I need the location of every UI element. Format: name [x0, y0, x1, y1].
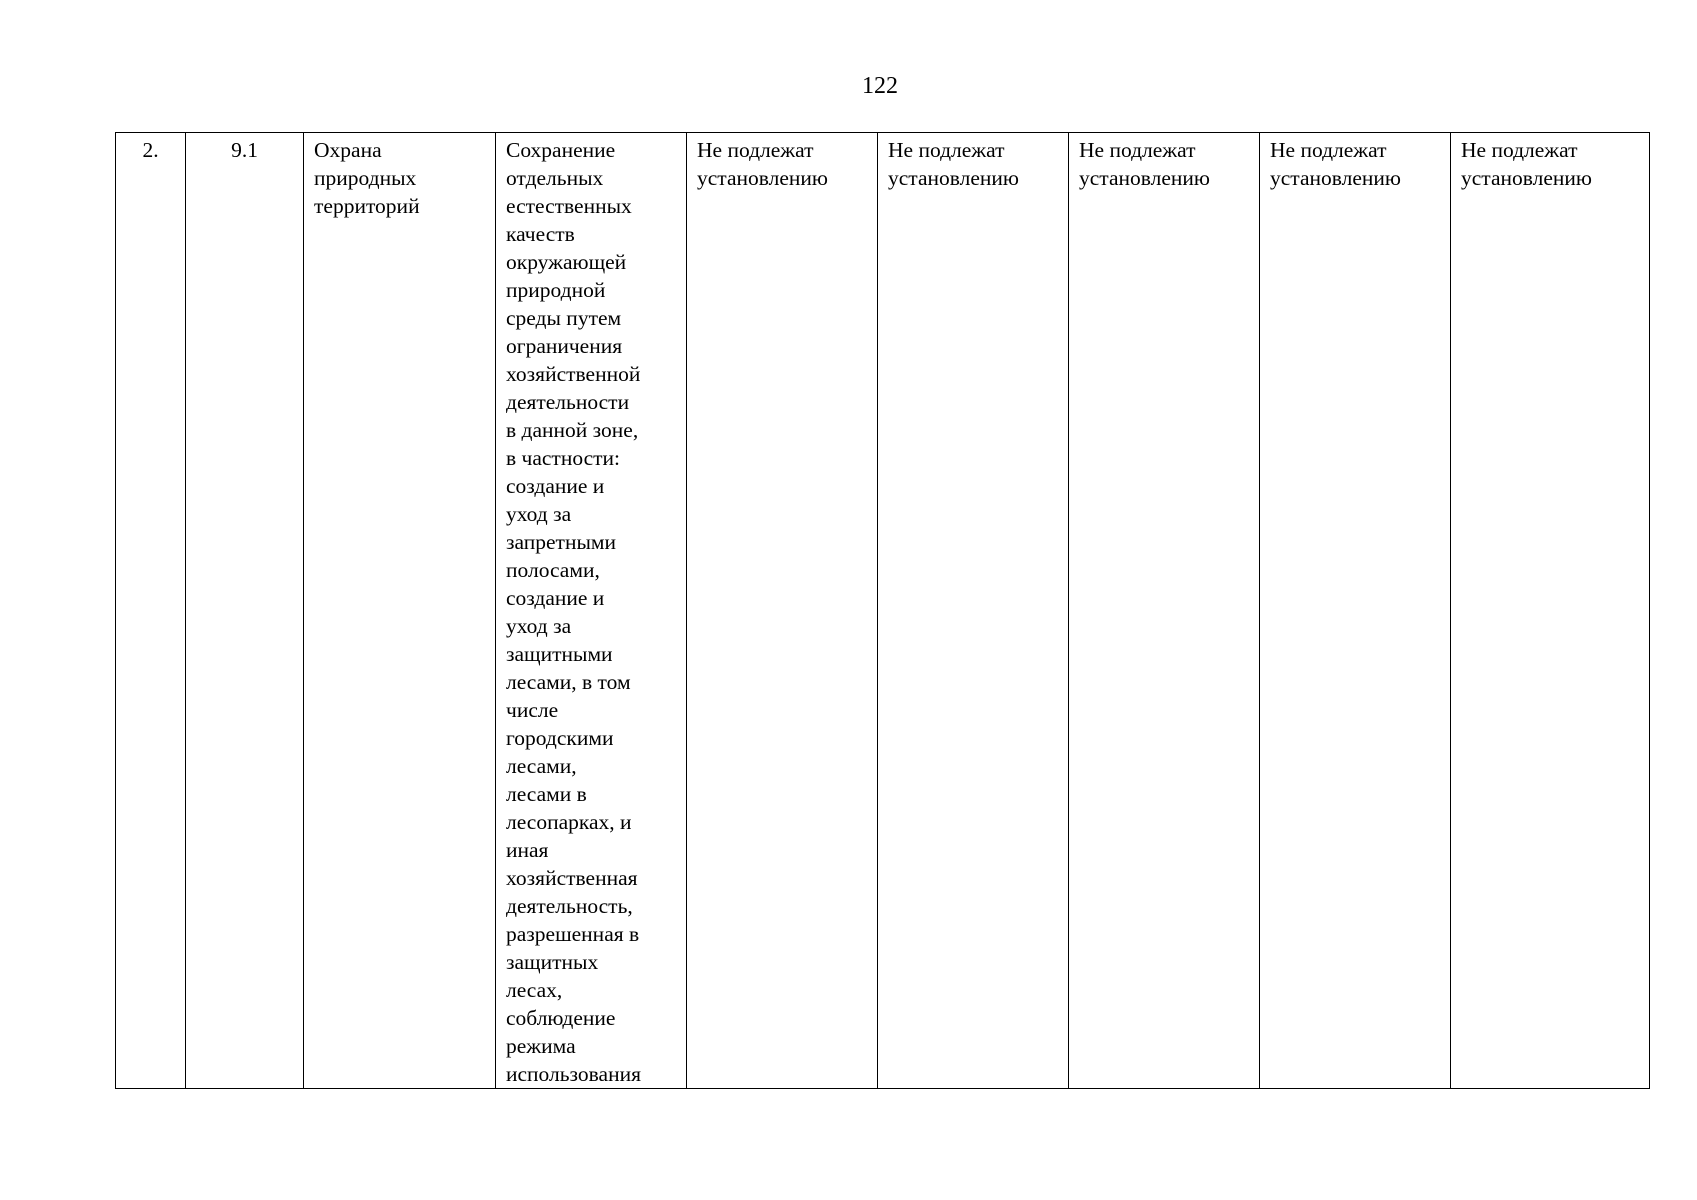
use-name-line: природных [314, 166, 417, 190]
parameter-line: установлению [697, 166, 828, 190]
description-line: защитных [506, 950, 599, 974]
description-line: в частности: [506, 446, 621, 470]
description-line: запретными [506, 530, 617, 554]
description-line: ограничения [506, 334, 623, 358]
parameter-cell [687, 133, 878, 1089]
zoning-table [115, 132, 1650, 1089]
description-line: лесами в [506, 782, 587, 806]
description-line: лесопарках, и [506, 810, 632, 834]
description-line: разрешенная в [506, 922, 640, 946]
parameter-line: установлению [1079, 166, 1210, 190]
description-line: числе [506, 698, 559, 722]
description-line: лесами, [506, 754, 577, 778]
parameter-line: Не подлежат [697, 138, 814, 162]
parameter-line: Не подлежат [888, 138, 1005, 162]
description-line: иная [506, 838, 549, 862]
use-description-cell [496, 133, 687, 1089]
description-line: использования [506, 1062, 641, 1086]
parameter-line: Не подлежат [1079, 138, 1196, 162]
description-line: деятельность, [506, 894, 633, 918]
parameter-cell [1069, 133, 1260, 1089]
description-line: в данной зоне, [506, 418, 639, 442]
use-name-line: Охрана [314, 138, 382, 162]
description-line: природной [506, 278, 606, 302]
parameter-cell [1451, 133, 1650, 1089]
description-line: Сохранение [506, 138, 616, 162]
parameter-cell [878, 133, 1069, 1089]
parameter-line: установлению [1461, 166, 1592, 190]
description-line: городскими [506, 726, 614, 750]
use-code-cell: 9.1 [186, 133, 304, 1089]
table-row [116, 133, 1650, 1089]
description-line: режима [506, 1034, 576, 1058]
description-line: среды путем [506, 306, 622, 330]
description-line: создание и [506, 586, 605, 610]
description-line: создание и [506, 474, 605, 498]
use-name-cell [304, 133, 496, 1089]
row-number-cell: 2. [116, 133, 186, 1089]
description-line: хозяйственная [506, 866, 638, 890]
description-line: хозяйственной [506, 362, 641, 386]
parameter-line: Не подлежат [1461, 138, 1578, 162]
description-line: полосами, [506, 558, 600, 582]
description-line: лесах, [506, 978, 563, 1002]
parameter-line: установлению [1270, 166, 1401, 190]
description-line: естественных [506, 194, 632, 218]
description-line: деятельности [506, 390, 630, 414]
parameter-line: Не подлежат [1270, 138, 1387, 162]
description-line: качеств [506, 222, 575, 246]
description-line: уход за [506, 502, 572, 526]
description-line: окружающей [506, 250, 627, 274]
description-line: защитными [506, 642, 613, 666]
use-name-line: территорий [314, 194, 420, 218]
description-line: отдельных [506, 166, 604, 190]
description-line: лесами, в том [506, 670, 631, 694]
parameter-cell [1260, 133, 1451, 1089]
description-line: уход за [506, 614, 572, 638]
description-line: соблюдение [506, 1006, 616, 1030]
parameter-line: установлению [888, 166, 1019, 190]
page-number: 122 [862, 73, 898, 99]
